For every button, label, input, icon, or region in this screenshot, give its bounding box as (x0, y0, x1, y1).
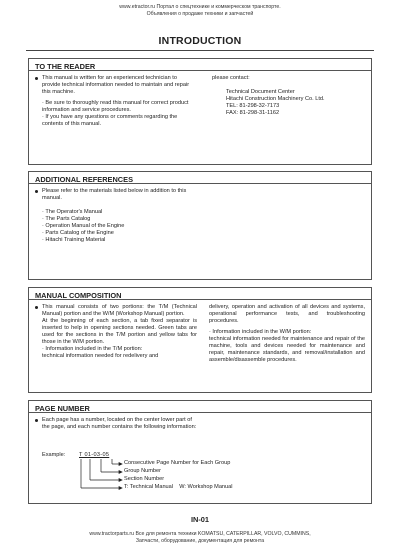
section-heading: PAGE NUMBER (29, 401, 371, 413)
composition-tm-label: · Information included in the T/M portion: (42, 346, 143, 352)
title-rule (26, 50, 374, 51)
example-code: T 01-03-05 (79, 452, 110, 458)
composition-paragraph: This manual consists of two portions: the T/M (Technical Manual) portion and the W/M (Workshop Manual) portion. (35, 304, 197, 318)
section-heading: ADDITIONAL REFERENCES (29, 172, 371, 184)
header-link-2: Объявления о продаже техники и запчастей (146, 10, 254, 17)
reference-item: · Parts Catalog of the Engine (42, 230, 114, 236)
contact-line: FAX: 81-298-31-1162 (226, 110, 280, 116)
reader-paragraph: This manual is written for an experienced technician to provide technical information needed to maintain and repair this machine. (35, 75, 195, 96)
section-manual-composition (28, 287, 372, 393)
contact-line: Hitachi Construction Machinery Co. Ltd. (226, 96, 325, 102)
header-links (0, 4, 400, 17)
contact-line: TEL: 81-298-32-7173 (226, 103, 280, 109)
references-column (35, 188, 195, 244)
section-heading: MANUAL COMPOSITION (29, 288, 371, 300)
contact-line: Technical Document Center (226, 89, 295, 95)
page-number-intro: Each page has a number, located on the center lower part of the page, and each number contains the following information: (35, 417, 200, 431)
composition-tm-text: technical information needed for redelivery and (42, 353, 159, 359)
reader-right-column (212, 75, 362, 117)
composition-paragraph: delivery, operation and activation of all devices and systems, operational performance tests, and troubleshooting procedures. (209, 304, 365, 324)
references-list (35, 209, 195, 244)
contact-intro: please contact: (212, 75, 250, 81)
page-id: IN-01 (190, 515, 210, 524)
composition-left-column (35, 304, 197, 360)
references-intro: Please refer to the materials listed below in addition to this manual. (35, 188, 195, 202)
reader-left-column (35, 75, 195, 128)
diagram-label-page: Consecutive Page Number for Each Group (124, 460, 231, 466)
section-page-number (28, 400, 372, 504)
header-link-1[interactable]: www.etractor.ru Портал о спецтехнике и коммерческом транспорте. (119, 4, 281, 10)
reader-note: · If you have any questions or comments regarding the contents of this manual. (42, 114, 178, 127)
footer-links (0, 531, 400, 544)
section-to-the-reader (28, 58, 372, 165)
reference-item: · Hitachi Training Material (42, 237, 106, 243)
page-title: INTRODUCTION (158, 35, 242, 47)
reference-item: · Operation Manual of the Engine (42, 223, 125, 229)
diagram-label-group: Group Number (124, 468, 161, 474)
diagram-label-manual-type: T: Technical Manual W: Workshop Manual (124, 484, 233, 490)
section-heading: TO THE READER (29, 59, 371, 71)
diagram-label-section: Section Number (124, 476, 165, 482)
footer-link-1[interactable]: www.tractorparts.ru Все для ремонта техники KOMATSU, CATERPILLAR, VOLVO, CUMMINS, (89, 531, 311, 537)
reference-item: · The Operator's Manual (42, 209, 103, 215)
composition-paragraph: At the beginning of each section, a tab fixed separator is inserted to help in opening sections needed. Green tabs are used for the sections in the T/M portion and yellow tabs for those in the W/M portion. (42, 318, 197, 345)
reader-note: · Be sure to thoroughly read this manual for correct product information and service procedures. (42, 100, 189, 113)
example-label: Example: (42, 452, 66, 458)
composition-wm-label: · Information included in the W/M portion: (209, 329, 312, 335)
section-additional-references (28, 171, 372, 280)
footer-link-2: Запчасти, оборудование, документация для ремонта (135, 537, 265, 544)
reference-item: · The Parts Catalog (42, 216, 91, 222)
composition-wm-text: technical information needed for maintenance and repair of the machine, tools and devices needed for maintenance and repair, maintenance standards, and removal/installation and assemble/disassemble procedures. (209, 336, 365, 363)
contact-block (212, 89, 362, 117)
composition-right-column (209, 304, 365, 364)
